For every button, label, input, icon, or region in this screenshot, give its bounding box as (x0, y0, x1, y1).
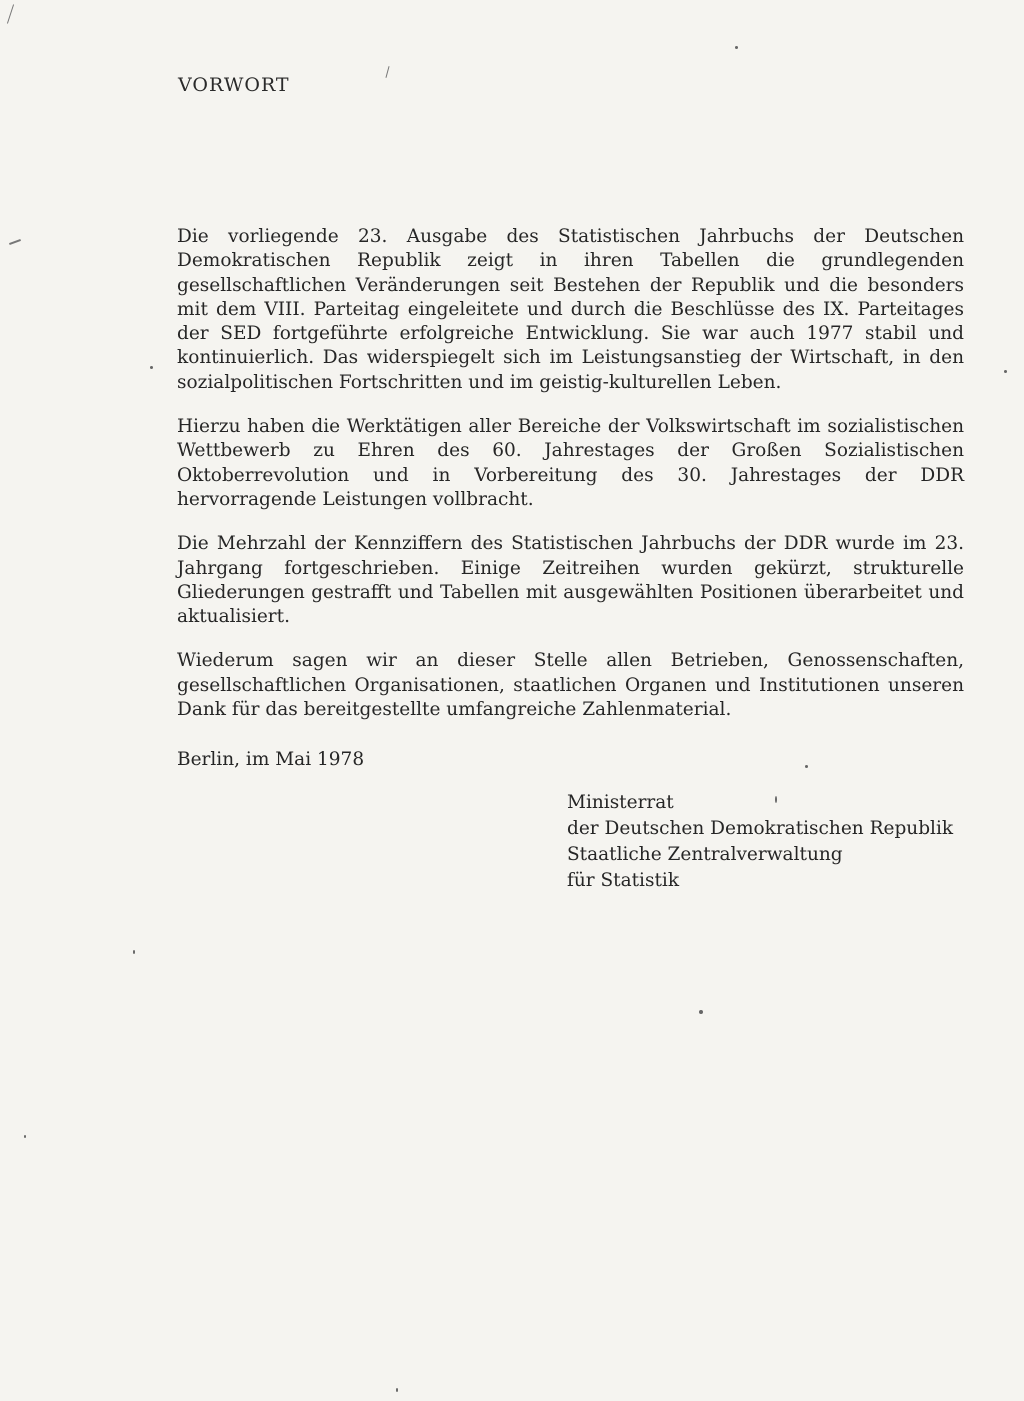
signature-line: Staatliche Zentralverwaltung (567, 844, 843, 865)
scan-speck (1004, 370, 1007, 373)
scan-speck (150, 366, 153, 369)
signature-line: für Statistik (567, 870, 680, 891)
paragraph: Hierzu haben die Werktätigen aller Bereiche der Volkswirtschaft im sozialistischen Wettbewerb zu Ehren des 60. Jahrestages der Großen Sozialistischen Oktoberrevolution und in Vorbereitung des 30. Jahrestages der DDR hervorragende Leistungen vollbracht. (177, 416, 964, 510)
scan-speck (735, 46, 738, 49)
scan-mark (9, 239, 21, 245)
scan-mark (7, 4, 14, 23)
signature-block (567, 790, 953, 894)
paragraph: Die vorliegende 23. Ausgabe des Statistischen Jahrbuchs der Deutschen Demokratischen Republik zeigt in ihren Tabellen die grundlegenden gesellschaftlichen Veränderungen seit Bestehen der Republik und die besonders mit dem VIII. Parteitag eingeleitete und durch die Beschlüsse des IX. Parteitages der SED fortgeführte erfolgreiche Entwicklung. Sie war auch 1977 stabil und kontinuierlich. Das widerspiegelt sich im Leistungsanstieg der Wirtschaft, in den sozialpolitischen Fortschritten und im geistig-kulturellen Leben. (177, 226, 964, 393)
preface-body (177, 225, 964, 742)
scan-speck (133, 950, 135, 954)
scan-speck (699, 1010, 703, 1014)
signature-line: Ministerrat (567, 792, 674, 813)
scan-speck (805, 765, 808, 768)
page-title: VORWORT (178, 74, 290, 96)
scan-speck (396, 1388, 398, 1392)
scan-speck (24, 1135, 26, 1138)
paragraph: Die Mehrzahl der Kennziffern des Statistischen Jahrbuchs der DDR wurde im 23. Jahrgang fortgeschrieben. Einige Zeitreihen wurden gekürzt, strukturelle Gliederungen gestrafft und Tabellen mit ausgewählten Positionen überarbeitet und aktualisiert. (177, 533, 964, 628)
scan-mark (385, 66, 389, 78)
signature-line: der Deutschen Demokratischen Republik (567, 818, 954, 839)
place-date-line: Berlin, im Mai 1978 (177, 749, 365, 770)
paragraph: Wiederum sagen wir an dieser Stelle allen Betrieben, Genossenschaften, gesellschaftlichen Organisationen, staatlichen Organen und Institutionen unseren Dank für das bereitgestellte umfangreiche Zahlenmaterial. (177, 650, 964, 721)
